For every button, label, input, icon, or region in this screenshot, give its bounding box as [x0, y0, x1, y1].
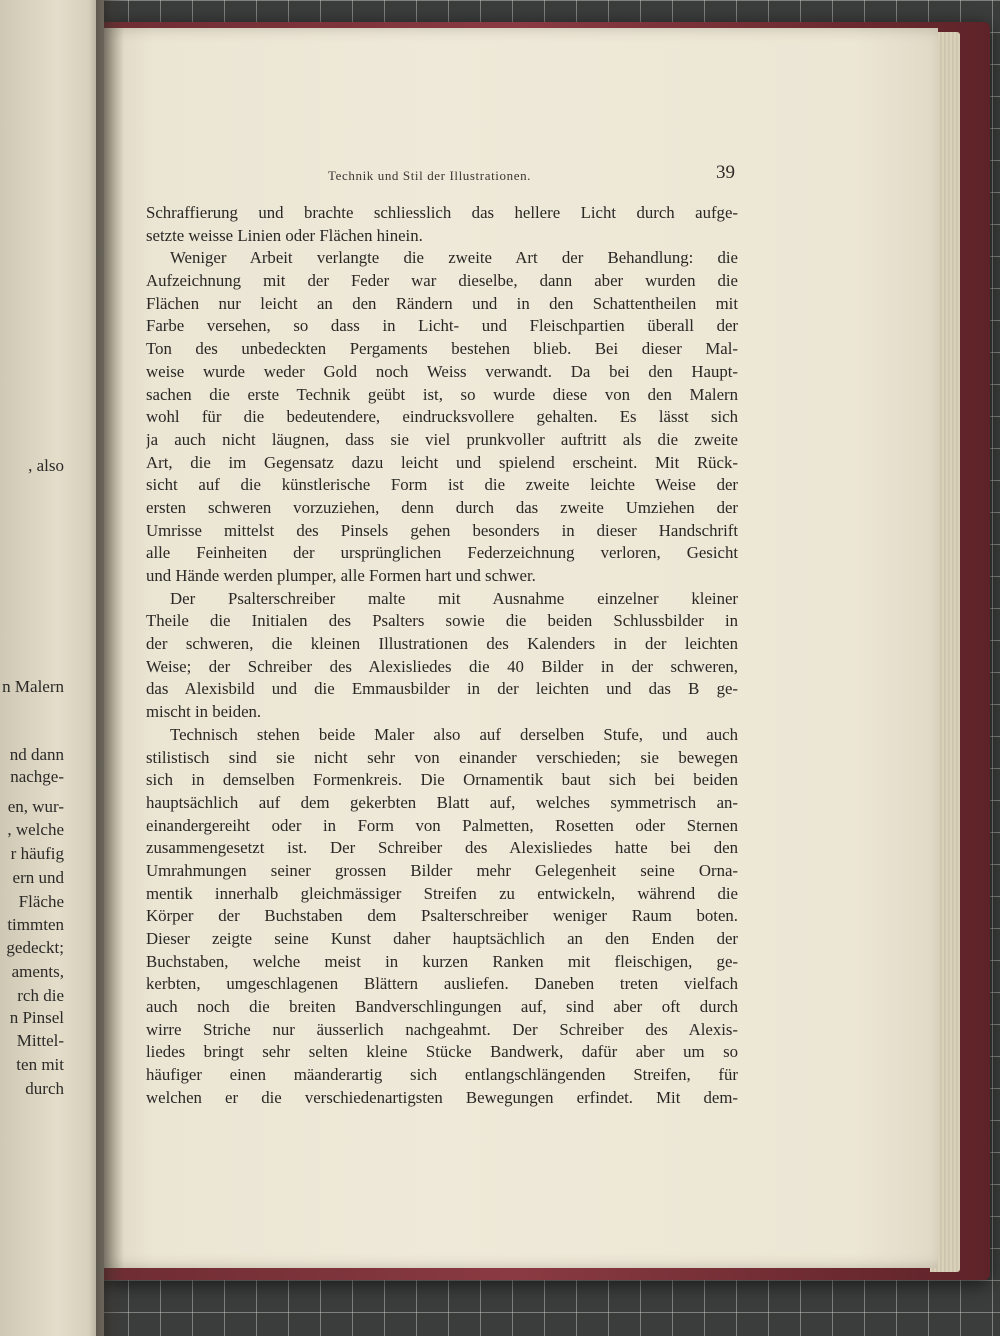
left-page-fragment: Mittel- — [16, 1031, 64, 1050]
left-page-fragment: rch die — [17, 986, 64, 1005]
page-number: 39 — [716, 162, 735, 183]
text-line: setzte weisse Linien oder Flächen hinein. — [146, 225, 423, 245]
body-text — [146, 202, 738, 1110]
text-line: Ton des unbedeckten Pergaments bestehen blieb. Bei dieser Mal- — [146, 339, 738, 359]
text-line: Schraffierung und brachte schliesslich das hellere Licht durch aufge- — [146, 203, 738, 222]
text-line: welchen er die verschiedenartigsten Bewegungen erfindet. Mit dem- — [146, 1087, 738, 1107]
left-page-fragment: aments, — [11, 962, 64, 981]
text-line: sicht auf die künstlerische Form ist die zweite leichte Weise der — [146, 475, 738, 495]
left-page-fragment: , welche — [7, 820, 64, 839]
text-line: Weise; der Schreiber des Alexisliedes die 40 Bilder in der schweren, — [146, 656, 738, 676]
text-line: mentik innerhalb gleichmässiger Streifen zu entwickeln, während die — [146, 883, 738, 903]
left-page — [0, 0, 104, 1336]
running-title: Technik und Stil der Illustrationen. — [328, 168, 532, 183]
running-head — [104, 162, 938, 188]
book-gutter-shadow — [96, 0, 124, 1336]
left-page-fragment: n Malern — [2, 677, 64, 696]
text-line: zusammengesetzt ist. Der Schreiber des Alexisliedes hatte bei den — [146, 838, 738, 858]
text-line: weise wurde weder Gold noch Weiss verwandt. Da bei den Haupt- — [146, 361, 738, 381]
text-line: kerbten, umgeschlagenen Blättern ausliefen. Daneben treten vielfach — [146, 974, 738, 994]
text-line: Aufzeichnung mit der Feder war dieselbe, dann aber wurden die — [146, 271, 738, 291]
text-line: mischt in beiden. — [146, 702, 262, 722]
text-line: und Hände werden plumper, alle Formen hart und schwer. — [146, 566, 536, 585]
text-line: häufiger einen mäanderartig sich entlangschlängenden Streifen, für — [146, 1065, 738, 1085]
text-line: der schweren, die kleinen Illustrationen des Kalenders in der leichten — [146, 634, 738, 654]
text-line: Buchstaben, welche meist in kurzen Ranken mit fleischigen, ge- — [146, 951, 738, 971]
text-line: ersten schweren vorzuziehen, denn durch das zweite Umziehen der — [146, 497, 738, 517]
text-line: Technisch stehen beide Maler also auf derselben Stufe, und auch — [170, 724, 738, 744]
text-line: das Alexisbild und die Emmausbilder in der leichten und das B ge- — [146, 679, 738, 699]
text-line: wirre Striche nur äusserlich nachgeahmt. Der Schreiber des Alexis- — [146, 1019, 738, 1039]
left-page-fragment: gedeckt; — [6, 938, 64, 957]
text-line: Art, die im Gegensatz dazu leicht und spielend erscheint. Mit Rück- — [146, 452, 738, 472]
left-page-fragment: nd dann — [9, 745, 64, 764]
text-line: wohl für die bedeutendere, eindrucksvollere gehalten. Es lässt sich — [146, 407, 738, 427]
text-line: Körper der Buchstaben dem Psalterschreiber weniger Raum boten. — [146, 906, 738, 926]
left-page-fragment: timmten — [7, 915, 64, 934]
text-line: Weniger Arbeit verlangte die zweite Art der Behandlung: die — [170, 248, 738, 268]
text-line: Theile die Initialen des Psalters sowie die beiden Schlussbilder in — [146, 611, 738, 631]
text-line: Flächen nur leicht an den Rändern und in den Schattentheilen mit — [146, 293, 738, 313]
text-line: Umrahmungen seiner grossen Bilder mehr Gelegenheit seine Orna- — [146, 860, 738, 880]
left-page-fragment: r häufig — [10, 844, 64, 863]
text-line: auch noch die breiten Bandverschlingungen auf, sind aber oft durch — [146, 997, 738, 1017]
text-line: Der Psalterschreiber malte mit Ausnahme einzelner kleiner — [170, 588, 738, 608]
left-page-fragment: ern und — [12, 868, 64, 887]
text-line: alle Feinheiten der ursprünglichen Federzeichnung verloren, Gesicht — [146, 543, 738, 563]
left-page-fragment: Fläche — [18, 892, 64, 911]
text-line: Umrisse mittelst des Pinsels gehen besonders in dieser Handschrift — [146, 520, 738, 540]
text-line: Farbe versehen, so dass in Licht- und Fleischpartien überall der — [146, 316, 738, 336]
text-line: stilistisch sind sie nicht sehr von einander verschieden; sie bewegen — [146, 747, 738, 767]
text-line: hauptsächlich auf dem gekerbten Blatt auf, welches symmetrisch an- — [146, 792, 738, 812]
text-line: einandergereiht oder in Form von Palmetten, Rosetten oder Sternen — [146, 815, 738, 835]
left-page-fragment: en, wur- — [7, 797, 64, 816]
book-page — [104, 28, 938, 1268]
text-line: ja auch nicht läugnen, dass sie viel prunkvoller auftritt als die zweite — [146, 429, 738, 449]
text-line: sachen die erste Technik geübt ist, so wurde diese von den Malern — [146, 384, 738, 404]
left-page-fragment: n Pinsel — [9, 1008, 64, 1027]
left-page-fragment: ten mit — [16, 1055, 64, 1074]
left-page-fragment: durch — [25, 1079, 64, 1098]
left-page-fragment: , also — [28, 456, 64, 475]
text-line: liedes bringt sehr selten kleine Stücke Bandwerk, dafür aber um so — [146, 1042, 738, 1062]
left-page-fragment: nachge- — [10, 767, 64, 786]
text-line: Dieser zeigte seine Kunst daher hauptsächlich an den Enden der — [146, 929, 738, 948]
text-line: sich in demselben Formenkreis. Die Ornamentik baut sich bei beiden — [146, 770, 738, 790]
